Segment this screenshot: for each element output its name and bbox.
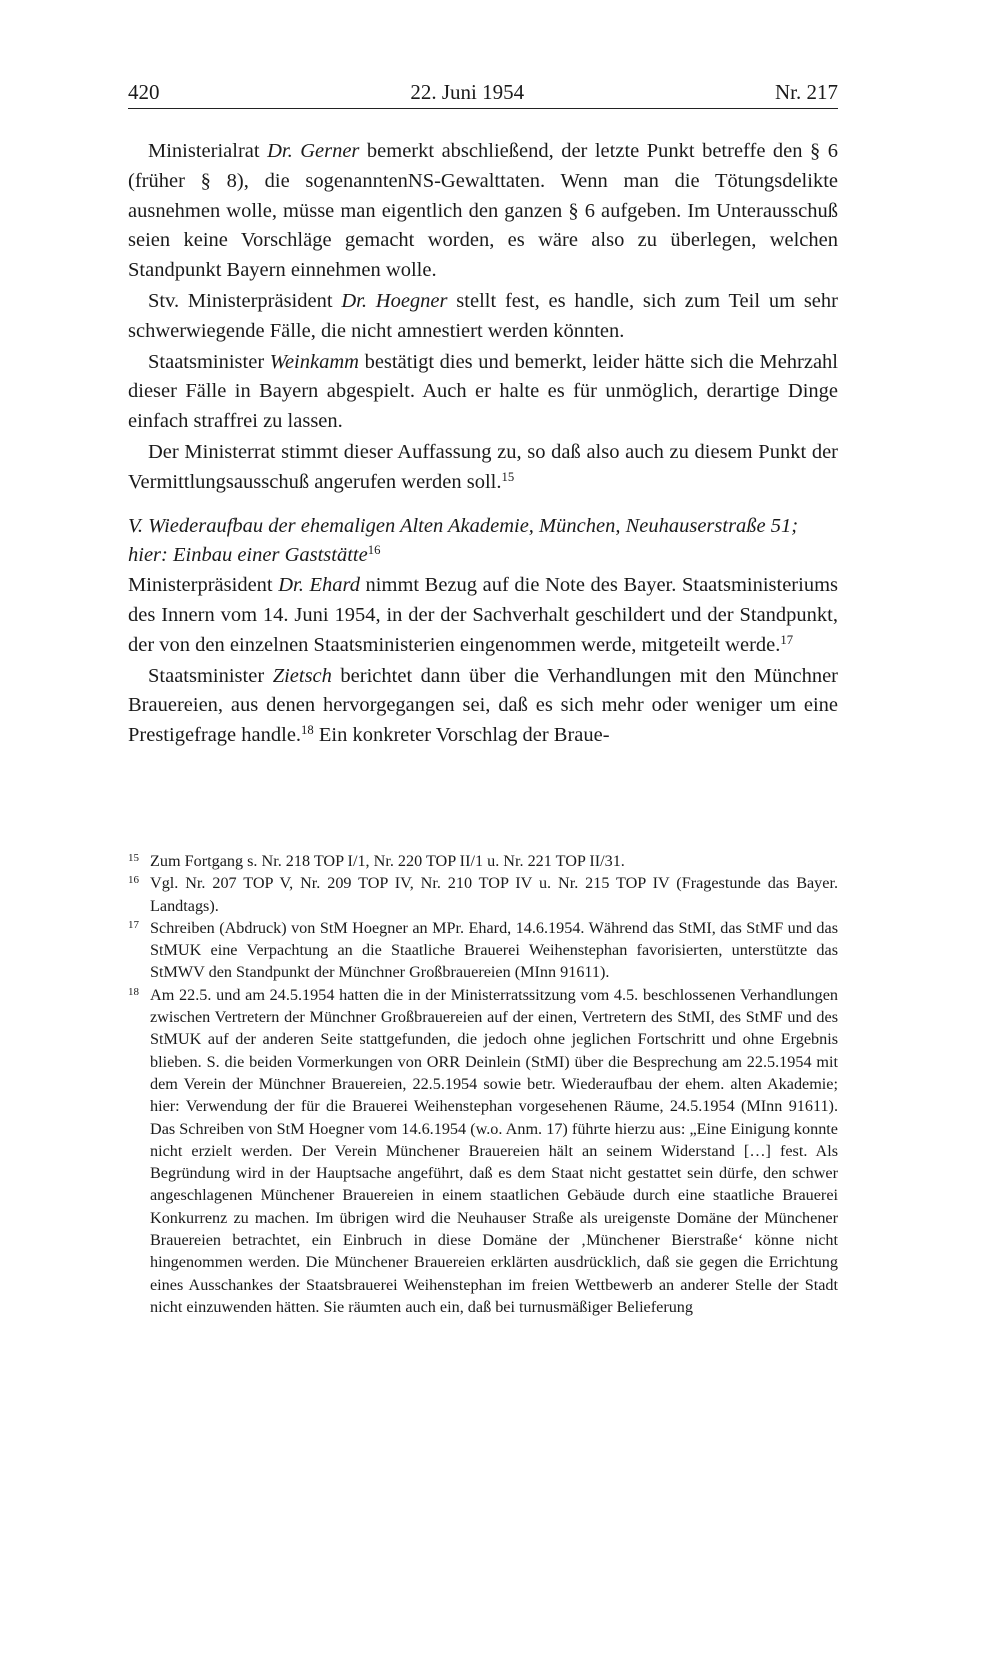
footnotes [128,850,838,1318]
footnote-text: Vgl. Nr. 207 TOP V, Nr. 209 TOP IV, Nr. 210 TOP IV u. Nr. 215 TOP IV (Fragestunde das Bayer. Landtags). [150,874,838,915]
footnote-number: 17 [128,918,139,931]
paragraph: Staatsminister Weinkamm bestätigt dies und bemerkt, leider hätte sich die Mehrzahl dieser Fälle in Bayern abgespielt. Auch er halte es für unmöglich, derartige Dinge einfach straffrei zu lassen. [128,350,839,433]
paragraph: Der Ministerrat stimmt dieser Auffassung zu, so daß also auch zu diesem Punkt der Vermittlungsausschuß angerufen werden soll.$^{15}$ [128,440,838,493]
speaker-name: Zietsch [272,664,332,687]
paragraph: Ministerialrat Dr. Gerner bemerkt abschließend, der letzte Punkt betreffe den § 6 (früher § 8), die sogenanntenNS-Gewalttaten. Wenn man die Tötungsdelikte ausnehmen wolle, müsse man eigentlich den ganzen § 6 aufgeben. Im Unterausschuß seien keine Vorschläge gemacht worden, es wäre also zu überlegen, welchen Standpunkt Bayern einnehmen wolle. [128,140,838,282]
section-heading: V. Wiederaufbau der ehemaligen Alten Akademie, München, Neuhauserstraße 51; hier: Einbau einer Gaststätte$^{16}$ [128,514,799,567]
footnote-text: Schreiben (Abdruck) von StM Hoegner an MPr. Ehard, 14.6.1954. Während das StMI, das StMF und das StMUK eine Verpachtung an die Staatliche Brauerei Weihenstephan favorisierten, unterstützte das StMWV den Standpunkt der Münchner Großbrauereien (MInn 91611). [150,918,838,982]
speaker-name: Dr. Ehard [278,574,360,597]
footnote [128,984,838,1318]
page [128,78,838,751]
header-date: 22. Juni 1954 [410,80,525,104]
paragraph: Ministerpräsident Dr. Ehard nimmt Bezug auf die Note des Bayer. Staatsministeriums des Innern vom 14. Juni 1954, in der der Sachverhalt geschildert und der Standpunkt, der von den einzelnen Staatsministerien eingenommen werde, mitgeteilt werde.$^{17}$ [128,574,839,656]
speaker-name: Weinkamm [269,350,359,373]
paragraph: Stv. Ministerpräsident Dr. Hoegner stellt fest, es handle, sich zum Teil um sehr schwerwiegende Fälle, die nicht amnestiert werden könnten. [128,289,838,342]
footnote [128,917,838,984]
footnote-reference[interactable]: 16 [367,543,381,558]
document-number: Nr. 217 [774,80,838,104]
running-head [128,78,838,109]
footnote-number: 15 [128,852,139,864]
footnote [128,872,838,917]
speaker-name: Dr. Hoegner [341,289,448,312]
footnote-text: Zum Fortgang s. Nr. 218 TOP I/1, Nr. 220 TOP II/1 u. Nr. 221 TOP II/31. [150,852,625,870]
footnote-number: 18 [128,985,139,998]
footnote-text: Am 22.5. und am 24.5.1954 hatten die in der Ministerratssitzung vom 4.5. beschlossenen Verhandlungen zwischen Vertretern der Münchner Großbrauereien auf der einen, Vertretern des StMI, des StMF und des StMUK auf der anderen Seite stattgefunden, die jedoch ohne jeglichen Fortschritt und ohne Ergebnis blieben. S. die beiden Vormerkungen von ORR Deinlein (StMI) über die Besprechung am 22.5.1954 mit dem Verein der Münchner Brauereien, 22.5.1954 sowie betr. Wiederaufbau der ehem. alten Akademie; hier: Verwendung der für die Brauerei Weihenstephan vorgesehenen Räume, 24.5.1954 (MInn 91611). Das Schreiben von StM Hoegner vom 14.6.1954 (w.o. Anm. 17) führte hierzu aus: „Eine Einigung konnte nicht erzielt werden. Der Verein Münchener Brauereien hält an seinem Widerstand […] fest. Als Begründung wird in der Hauptsache angeführt, daß es dem Staat nicht gestattet sein dürfe, den schwer angeschlagenen Münchener Brauereien in einem staatlichen Gebäude durch eine staatliche Brauerei Konkurrenz zu machen. Im übrigen wird die Neuhauser Straße als ureigenste Domäne der Münchener Brauereien betrachtet, ein Einbruch in diese Domäne der ‚Münchener Bierstraße‘ könne nicht hingenommen werden. Die Münchener Brauereien erklärten ausdrücklich, daß sie gegen die Errichtung eines Ausschankes der Staatsbrauerei Weihenstephan im freien Wettbewerb an anderer Stelle der Stadt nicht einzuwenden hätten. Sie räumten auch ein, daß bei turnusmäßiger Belieferung [150,985,838,1316]
body-text [128,137,838,751]
footnote-reference[interactable]: 18 [301,723,314,738]
footnote [128,850,838,872]
footnote-reference[interactable]: 15 [501,469,515,484]
speaker-name: Dr. Gerner [267,140,360,162]
paragraph: Staatsminister Zietsch berichtet dann über die Verhandlungen mit den Münchner Brauereien, aus denen hervorgegangen sei, daß es sich mehr oder weniger um eine Prestigefrage handle.$^{18}$ Ein konkreter Vorschlag der Braue- [128,664,839,747]
footnote-number: 16 [128,874,139,887]
footnote-reference[interactable]: 17 [780,632,794,647]
page-number: 420 [128,80,160,104]
